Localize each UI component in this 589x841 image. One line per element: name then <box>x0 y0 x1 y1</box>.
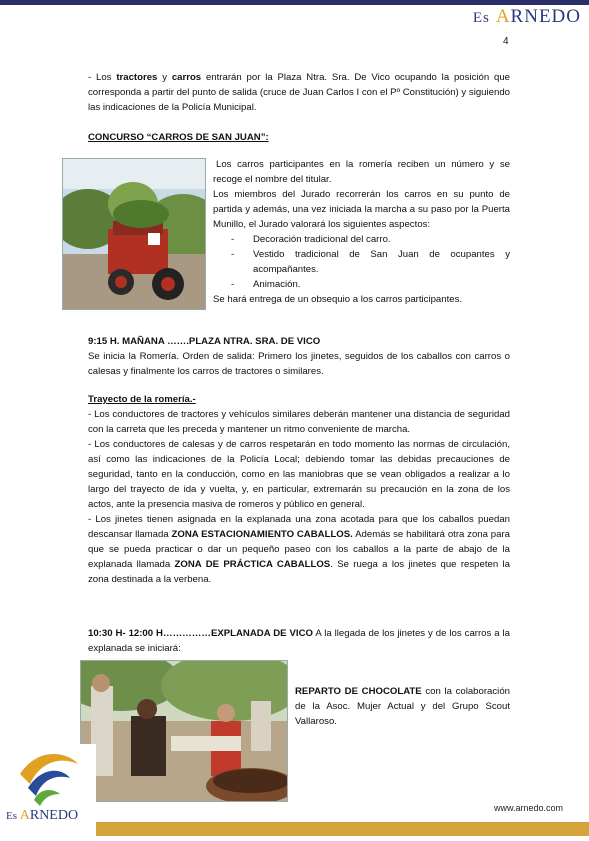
list-item: - Vestido tradicional de San Juan de ocupantes y acompañantes. <box>231 249 510 275</box>
concurso-text: Los carros participantes en la romería reciben un número y se recoge el nombre del titular. Los miembros del Jurado recorrerán los carros en su punto de partida y además, una vez iniciada la marcha a su paso por la Puerta Munillo, el Jurado valorará los siguientes aspectos: - Decoración tradicional del carro. - Vestido tradicional de San Juan de ocupantes y acompañantes. - Animación. Se hará entrega de un obsequio a los carros participantes. <box>213 159 510 305</box>
salida-section: 9:15 H. MAÑANA …….PLAZA NTRA. SRA. DE VICO Se inicia la Romería. Orden de salida: Primero los jinetes, seguidos de los caballos con carros o calesas y finalmente los carros de tractores o similares. <box>88 336 510 377</box>
trayecto-heading: Trayecto de la romería.- <box>88 394 196 405</box>
arnedo-footer-logo: Es ARNEDO <box>0 744 96 836</box>
intro-paragraph: - Los tractores y carros entrarán por la Plaza Ntra. Sra. De Vico ocupando la posición que corresponda a partir del punto de salida (cruce de Juan Carlos I con el Pº Constitución) y siguiendo las indicaciones de la Policía Municipal. <box>88 72 510 113</box>
footer-bar <box>96 822 589 836</box>
tractor-photo <box>62 158 206 310</box>
footer-url[interactable]: www.arnedo.com <box>494 803 564 813</box>
trayecto-section: Trayecto de la romería.- - Los conductores de tractores y vehículos similares deberán mantener una distancia de seguridad con la carreta que les preceda y mantener un ritmo conveniente de marcha. - Los conductores de calesas y de carros respetarán en todo momento las normas de circulación, así como las indicaciones de la Policía Local; debiendo tomar las debidas precauciones de seguridad, tanto en la conducción, como en las maniobras que se vean obligados a realizar a lo largo del trayecto de ida y vuelta, y, en particular, extremarán su precaución en la zona de los actos, ante la presencia masiva de romeros y público en general. - Los jinetes tienen asignada en la explanada una zona acotada para que los caballos puedan descansar llamada ZONA ESTACIONAMIENTO CABALLOS. Además se habilitará otra zona para que se pueda practicar o dar un pequeño paseo con los caballos a la parte de abajo de la explanada llamada ZONA DE PRÁCTICA CABALLOS. Se ruega a los jinetes que respeten la zona destinada a la verbena. <box>88 394 510 585</box>
concurso-heading: CONCURSO “CARROS DE SAN JUAN”: <box>88 132 269 143</box>
page-number: 4 <box>503 36 509 47</box>
chocolate-photo <box>80 660 288 802</box>
top-bar <box>0 0 589 5</box>
chocolate-text: REPARTO DE CHOCOLATE con la colaboración de la Asoc. Mujer Actual y del Grupo Scout Vallaroso. <box>295 686 510 727</box>
explanada-section: 10:30 H- 12:00 H……………EXPLANADA DE VICO A la llegada de los jinetes y de los carros a la explanada se iniciará: <box>88 628 511 654</box>
list-item: - Animación. <box>231 279 301 290</box>
salida-heading: 9:15 H. MAÑANA …….PLAZA NTRA. SRA. DE VICO <box>88 336 321 347</box>
list-item: - Decoración tradicional del carro. <box>231 234 391 245</box>
arnedo-logo: Es ARNEDO <box>472 6 581 27</box>
